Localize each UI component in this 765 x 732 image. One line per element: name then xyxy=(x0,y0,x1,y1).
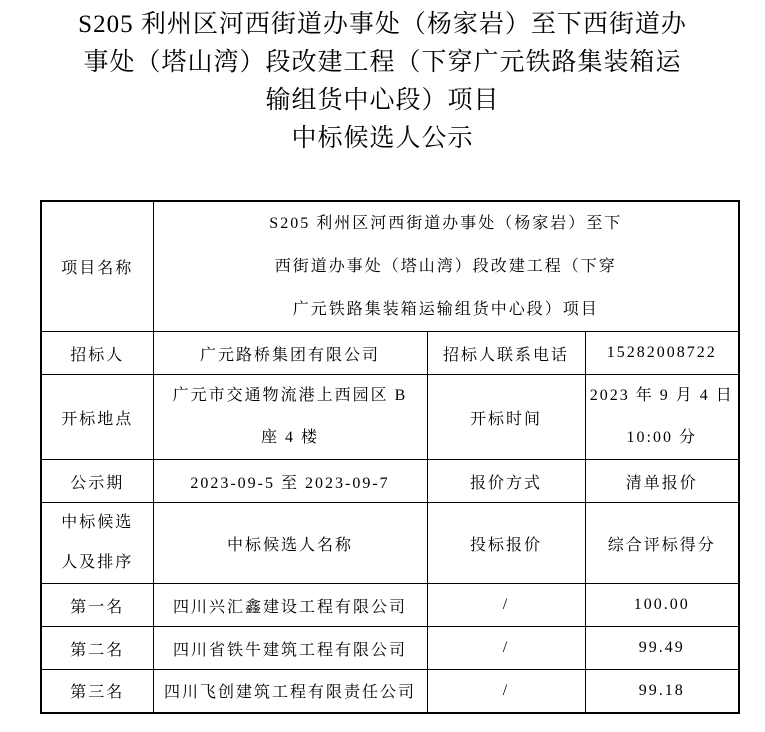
document-title xyxy=(0,0,765,158)
bid-announcement-table xyxy=(40,200,740,714)
candidates-name-header: 中标候选人名称 xyxy=(153,503,427,584)
table-row-opening xyxy=(41,375,739,460)
project-name-line-2: 西街道办事处（塔山湾）段改建工程（下穿 xyxy=(274,258,617,275)
bidder-phone-label: 招标人联系电话 xyxy=(427,332,585,375)
candidate-2-bid: / xyxy=(427,627,585,670)
table-row-candidate-3 xyxy=(41,670,739,713)
candidates-score-header: 综合评标得分 xyxy=(585,503,739,584)
project-name-value xyxy=(153,201,739,332)
opening-time-value xyxy=(585,375,739,460)
opening-location-line-2: 座 4 楼 xyxy=(260,429,319,446)
candidates-rank-header xyxy=(41,503,153,584)
table-row-candidate-1 xyxy=(41,584,739,627)
candidate-1-score: 100.00 xyxy=(585,584,739,627)
candidate-3-bid: / xyxy=(427,670,585,713)
publicity-period-value: 2023-09-5 至 2023-09-7 xyxy=(153,460,427,503)
publicity-period-label: 公示期 xyxy=(41,460,153,503)
title-line-4: 中标候选人公示 xyxy=(291,125,474,152)
candidate-3-name: 四川飞创建筑工程有限责任公司 xyxy=(153,670,427,713)
title-line-1: S205 利州区河西街道办事处（杨家岩）至下西街道办 xyxy=(78,11,687,38)
table-row-project-name xyxy=(41,201,739,332)
quote-method-value: 清单报价 xyxy=(585,460,739,503)
project-name-line-1: S205 利州区河西街道办事处（杨家岩）至下 xyxy=(269,215,623,232)
candidate-2-name: 四川省铁牛建筑工程有限公司 xyxy=(153,627,427,670)
candidate-2-rank: 第二名 xyxy=(41,627,153,670)
title-line-2: 事处（塔山湾）段改建工程（下穿广元铁路集装箱运 xyxy=(83,49,682,76)
candidates-rank-header-line-1: 中标候选 xyxy=(61,514,134,531)
opening-time-line-2: 10:00 分 xyxy=(626,429,697,446)
bidder-label: 招标人 xyxy=(41,332,153,375)
candidate-1-bid: / xyxy=(427,584,585,627)
candidates-bid-header: 投标报价 xyxy=(427,503,585,584)
opening-location-value xyxy=(153,375,427,460)
candidates-rank-header-line-2: 人及排序 xyxy=(61,554,134,571)
title-line-3: 输组货中心段）项目 xyxy=(265,87,500,114)
candidate-2-score: 99.49 xyxy=(585,627,739,670)
quote-method-label: 报价方式 xyxy=(427,460,585,503)
table-row-publicity xyxy=(41,460,739,503)
opening-location-label: 开标地点 xyxy=(41,375,153,460)
candidate-3-rank: 第三名 xyxy=(41,670,153,713)
table-row-candidate-2 xyxy=(41,627,739,670)
candidate-1-name: 四川兴汇鑫建设工程有限公司 xyxy=(153,584,427,627)
opening-time-label: 开标时间 xyxy=(427,375,585,460)
table-row-candidates-header xyxy=(41,503,739,584)
table-row-bidder xyxy=(41,332,739,375)
project-name-label: 项目名称 xyxy=(41,201,153,332)
opening-location-line-1: 广元市交通物流港上西园区 B xyxy=(172,387,408,404)
candidate-3-score: 99.18 xyxy=(585,670,739,713)
bidder-value: 广元路桥集团有限公司 xyxy=(153,332,427,375)
opening-time-line-1: 2023 年 9 月 4 日 xyxy=(589,387,734,404)
candidate-1-rank: 第一名 xyxy=(41,584,153,627)
project-name-line-3: 广元铁路集装箱运输组货中心段）项目 xyxy=(292,301,599,318)
bidder-phone-value: 15282008722 xyxy=(585,332,739,375)
